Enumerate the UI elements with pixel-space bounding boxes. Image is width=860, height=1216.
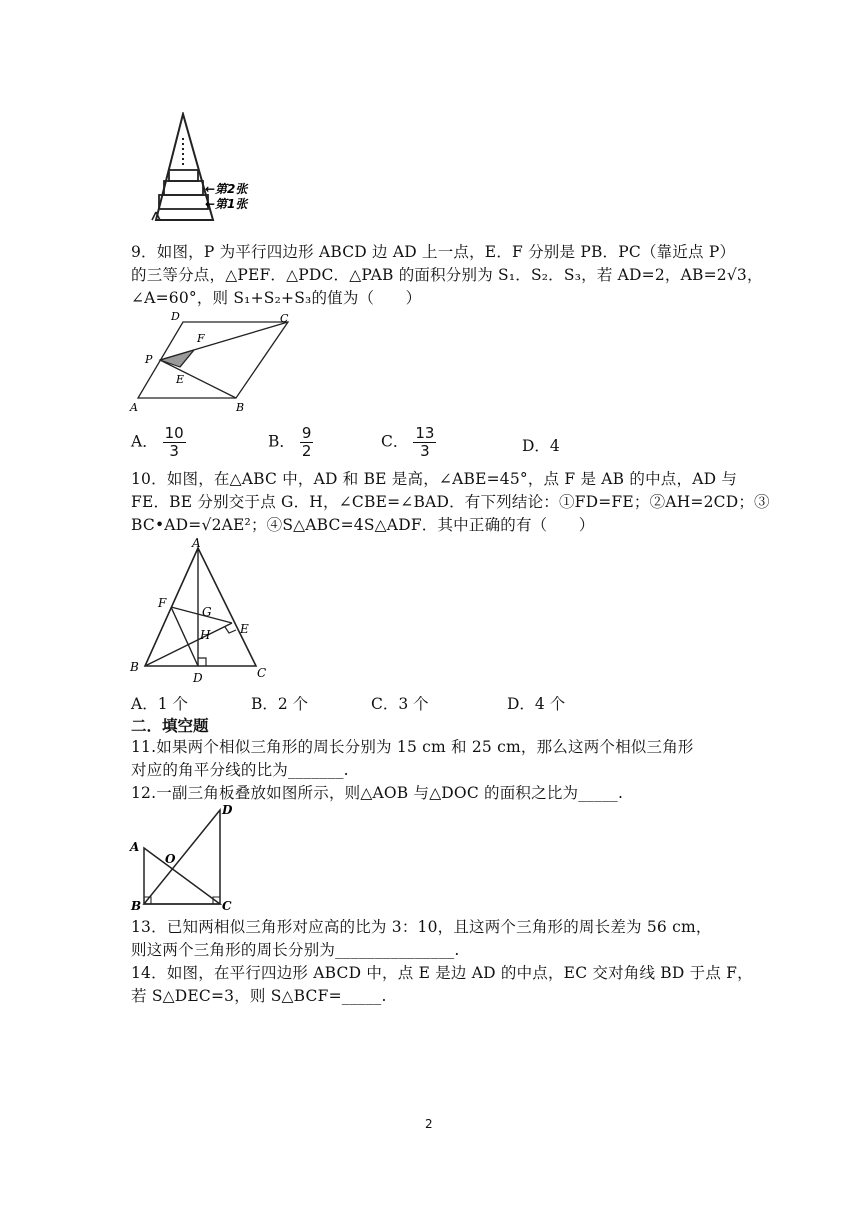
q10-option-c[interactable]: C．3 个 [371,695,429,713]
stack-sheet-top [169,170,198,181]
q12-label-b: B [131,899,142,910]
stack-sheet-2 [164,181,203,195]
q9-option-c-label: C． [381,432,409,451]
q9-option-b[interactable] [268,425,313,460]
q10-label-c: C [257,666,267,680]
page-number: 2 [425,1117,433,1131]
q9-line2: 的三等分点，△PEF．△PDC．△PAB 的面积分别为 S₁．S₂．S₃，若 AD=2，AB=2√3， [131,266,763,284]
q9-line1: 9．如图，P 为平行四边形 ABCD 边 AD 上一点，E．F 分别是 PB．PC（靠近点 P） [131,243,736,261]
q14-line1: 14．如图，在平行四边形 ABCD 中，点 E 是边 AD 的中点，EC 交对角线 BD 于点 F， [131,964,753,982]
q11-line2: 对应的角平分线的比为_______. [131,761,349,779]
q10-label-e: E [240,622,249,636]
q9-label-p: P [145,353,153,366]
q9-option-c[interactable] [381,425,436,460]
q9-option-c-fraction [413,425,436,460]
q9-line3: ∠A=60°，则 S₁+S₂+S₃的值为（ ） [131,289,422,307]
q12-line1: 12.一副三角板叠放如图所示，则△AOB 与△DOC 的面积之比为_____. [131,784,624,802]
q10-line3: BC•AD=√2AE²；④S△ABC=4S△ADF．其中正确的有（ ） [131,516,595,534]
q10-line2: FE．BE 分别交于点 G．H，∠CBE=∠BAD．有下列结论：①FD=FE；②AH=2CD；③ [131,493,770,511]
q9-option-a-label: A． [131,432,158,451]
q10-figure [128,535,278,687]
q10-label-d: D [193,671,203,685]
q9-label-a: A [130,401,138,414]
q12-label-c: C [222,899,232,910]
q9-figure [128,310,308,416]
q9-option-c-num: 13 [415,424,435,442]
q9-option-d[interactable]: D．4 [522,437,560,455]
q13-line1: 13．已知两相似三角形对应高的比为 3：10，且这两个三角形的周长差为 56 cm， [131,918,712,936]
q9-option-b-num: 9 [301,424,312,442]
q10-line1: 10．如图，在△ABC 中，AD 和 BE 是高，∠ABE=45°，点 F 是 AB 的中点，AD 与 [131,470,738,488]
q10-label-h: H [200,628,211,642]
q9-label-f: F [197,332,205,345]
q10-label-b: B [130,660,139,674]
q10-option-a[interactable]: A．1 个 [131,695,188,713]
q9-option-c-den: 3 [420,442,430,460]
stack-label-1: ←第1张 [205,197,248,211]
q10-segment-fd [171,607,198,666]
q12-label-a: A [130,840,140,854]
q9-option-b-label: B． [268,432,295,451]
q9-option-b-fraction [300,425,314,460]
q10-label-f: F [158,596,167,610]
q9-line-pb [160,360,236,398]
q10-label-g: G [202,605,212,619]
q9-option-a[interactable] [131,425,186,460]
q9-label-e: E [176,373,185,386]
q9-label-d: D [171,310,180,323]
q11-line1: 11.如果两个相似三角形的周长分别为 15 cm 和 25 cm，那么这两个相似三角形 [131,738,694,756]
q13-line2: 则这两个三角形的周长分别为_______________. [131,941,460,959]
stack-figure [140,112,280,227]
q9-option-b-den: 2 [301,442,312,460]
q10-right-angle-d [198,658,206,666]
q12-label-d: D [222,803,233,817]
stack-label-2: ←第2张 [205,182,248,196]
q10-option-d[interactable]: D．4 个 [507,695,566,713]
q12-figure [128,800,240,910]
q10-label-a: A [192,536,201,550]
q10-option-b[interactable]: B．2 个 [251,695,309,713]
q14-line2: 若 S△DEC=3，则 S△BCF=_____. [131,987,387,1005]
q9-option-a-num: 10 [164,424,184,442]
q9-option-a-fraction [163,425,186,460]
q9-option-a-den: 3 [169,442,179,460]
stack-sheet-1 [159,195,208,209]
section-title-fill-in: 二．填空题 [131,717,209,735]
q9-label-c: C [280,312,289,325]
q10-right-angle-e [225,627,236,633]
q9-label-b: B [236,401,245,414]
q12-label-o: O [165,852,176,866]
